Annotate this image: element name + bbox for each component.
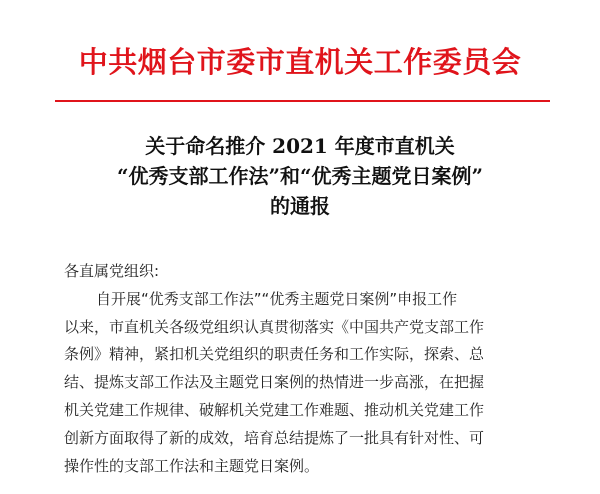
notice-body: [64, 258, 544, 480]
notice-title: [0, 131, 600, 221]
paragraph-line-6: 创新方面取得了新的成效，培育总结提炼了一批具有针对性、可: [64, 428, 485, 447]
masthead-organization-name: 中共烟台市委市直机关工作委员会: [78, 45, 522, 79]
masthead-divider: [55, 100, 550, 102]
notice-title-line-3: 的通报: [270, 194, 330, 218]
paragraph-line-3: 条例》精神，紧扣机关党组织的职责任务和工作实际，探索、总: [64, 345, 485, 364]
paragraph-line-7: 操作性的支部工作法和主题党日案例。: [64, 456, 320, 475]
paragraph-line-1: 自开展“优秀支部工作法”“优秀主题党日案例”申报工作: [96, 289, 458, 308]
notice-title-line-2: “优秀支部工作法”和“优秀主题党日案例”: [116, 164, 483, 188]
paragraph-line-5: 机关党建工作规律、破解机关党建工作难题、推动机关党建工作: [64, 400, 485, 419]
paragraph-line-4: 结、提炼支部工作法及主题党日案例的热情进一步高涨，在把握: [64, 373, 485, 392]
paragraph-line-2: 以来，市直机关各级党组织认真贯彻落实《中国共产党支部工作: [64, 317, 485, 336]
salutation: 各直属党组织:: [64, 262, 160, 280]
notice-title-line-1: 关于命名推介 2021 年度市直机关: [145, 134, 455, 158]
